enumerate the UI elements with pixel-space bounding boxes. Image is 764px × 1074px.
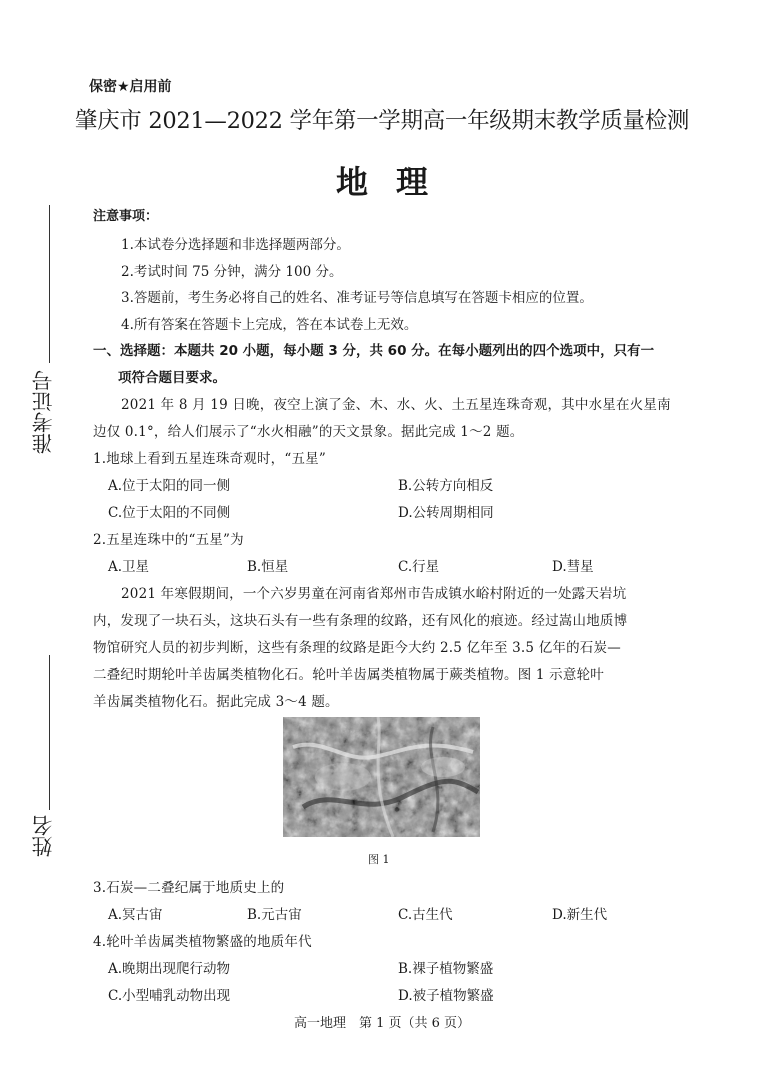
- passage-1-line-2: 边仅 0.1°，给人们展示了“水火相融”的天文景象。据此完成 1～2 题。: [93, 424, 524, 440]
- exam-id-label: 准考证号: [31, 370, 55, 454]
- question-1-option-a: A.位于太阳的同一侧: [108, 478, 231, 494]
- confidential-label: 保密★启用前: [89, 79, 172, 95]
- question-4-option-c: C.小型哺乳动物出现: [108, 988, 231, 1004]
- question-2-option-d: D.彗星: [552, 559, 594, 575]
- passage-2-line-5: 羊齿属类植物化石。据此完成 3～4 题。: [93, 694, 339, 710]
- page-footer: 高一地理 第 1 页（共 6 页）: [293, 1016, 471, 1031]
- exam-id-underline: [49, 205, 50, 363]
- passage-2-line-3: 物馆研究人员的初步判断，这些有条理的纹路是距今大约 2.5 亿年至 3.5 亿年的石炭—: [93, 640, 621, 656]
- question-2-option-c: C.行星: [398, 559, 440, 575]
- notice-title: 注意事项：: [93, 209, 159, 224]
- question-1-option-d: D.公转周期相同: [398, 505, 494, 521]
- notice-item-2: 2.考试时间 75 分钟，满分 100 分。: [121, 264, 343, 280]
- passage-2-line-4: 二叠纪时期轮叶羊齿属类植物化石。轮叶羊齿属类植物属于蕨类植物。图 1 示意轮叶: [93, 667, 604, 683]
- question-4-option-a: A.晚期出现爬行动物: [108, 961, 231, 977]
- section-title: 一、选择题：本题共 20 小题，每小题 3 分，共 60 分。在每小题列出的四个选项中，只有一: [93, 343, 655, 359]
- question-1-option-c: C.位于太阳的不同侧: [108, 505, 231, 521]
- figure-caption: 图 1: [368, 853, 390, 866]
- exam-title: 肇庆市 2021—2022 学年第一学期高一年级期末教学质量检测: [74, 108, 690, 134]
- notice-item-4: 4.所有答案在答题卡上完成，答在本试卷上无效。: [121, 317, 418, 333]
- question-3-option-d: D.新生代: [552, 907, 608, 923]
- question-3-stem: 3.石炭—二叠纪属于地质史上的: [93, 880, 285, 896]
- question-3-option-a: A.冥古宙: [108, 907, 163, 923]
- question-2-stem: 2.五星连珠中的“五星”为: [93, 532, 244, 548]
- question-3-option-c: C.古生代: [398, 907, 453, 923]
- name-underline: [49, 655, 50, 810]
- passage-1-line-1: 2021 年 8 月 19 日晚，夜空上演了金、木、水、火、土五星连珠奇观，其中水星在火星南: [121, 397, 671, 413]
- question-1-stem: 1.地球上看到五星连珠奇观时，“五星”: [93, 451, 326, 467]
- name-label: 姓名: [31, 815, 55, 857]
- notice-item-3: 3.答题前，考生务必将自己的姓名、准考证号等信息填写在答题卡相应的位置。: [121, 290, 593, 306]
- question-2-option-b: B.恒星: [247, 559, 289, 575]
- passage-2-line-2: 内，发现了一块石头，这块石头有一些有条理的纹路，还有风化的痕迹。经过嵩山地质博: [93, 613, 628, 629]
- question-4-option-d: D.被子植物繁盛: [398, 988, 494, 1004]
- question-3-option-b: B.元古宙: [247, 907, 302, 923]
- passage-2-line-1: 2021 年寒假期间，一个六岁男童在河南省郑州市告成镇水峪村附近的一处露天岩坑: [121, 586, 627, 602]
- question-2-option-a: A.卫星: [108, 559, 150, 575]
- question-1-option-b: B.公转方向相反: [398, 478, 494, 494]
- question-4-option-b: B.裸子植物繁盛: [398, 961, 494, 977]
- section-title-cont: 项符合题目要求。: [118, 370, 226, 386]
- notice-item-1: 1.本试卷分选择题和非选择题两部分。: [121, 237, 350, 253]
- subject-title: 地理: [335, 163, 456, 201]
- question-4-stem: 4.轮叶羊齿属类植物繁盛的地质年代: [93, 934, 312, 950]
- fossil-photo: [283, 717, 480, 837]
